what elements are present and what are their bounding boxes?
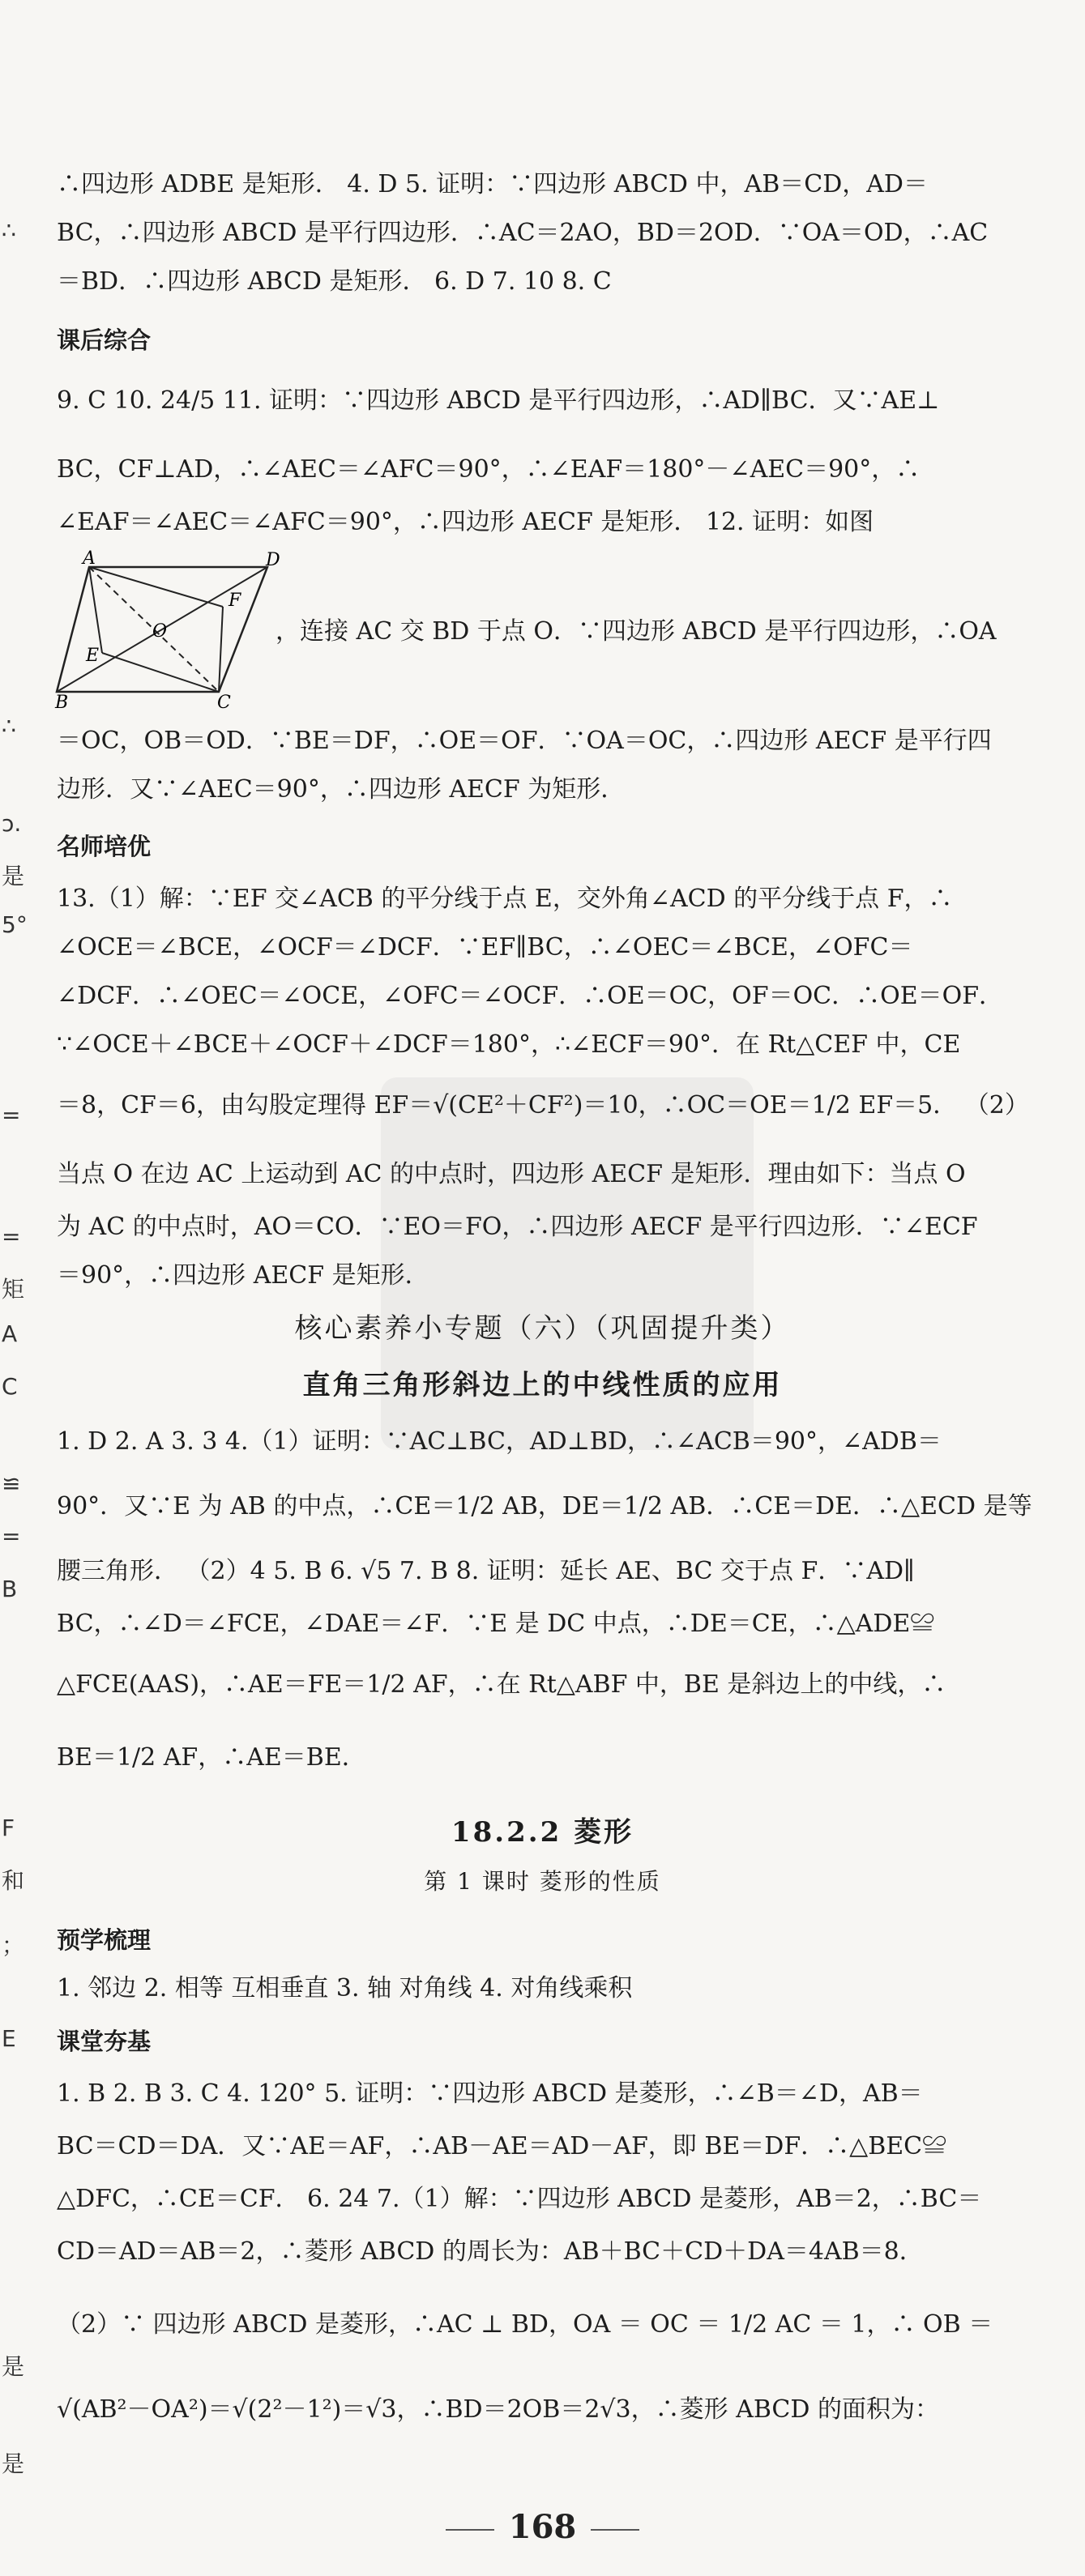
lesson-title: 第 1 课时 菱形的性质 xyxy=(424,1868,661,1895)
answer-line: BC，∴四边形 ABCD 是平行四边形．∴AC＝2AO，BD＝2OD．∵OA＝OD，∴AC xyxy=(57,219,989,247)
answer-line: 9. C 10. 24/5 11. 证明：∵四边形 ABCD 是平行四边形，∴AD∥BC．又∵AE⊥ xyxy=(57,386,940,415)
margin-mark: = xyxy=(2,1102,21,1128)
answer-line: 1. B 2. B 3. C 4. 120° 5. 证明：∵四边形 ABCD 是菱形，∴∠B＝∠D，AB＝ xyxy=(57,2079,923,2108)
heading-famous-teacher: 名师培优 xyxy=(57,833,152,860)
margin-mark: = xyxy=(2,1223,21,1250)
figure-label-b: B xyxy=(55,693,69,713)
answer-line: 边形．又∵∠AEC＝90°，∴四边形 AECF 为矩形． xyxy=(57,775,626,804)
figure-label-f: F xyxy=(229,591,241,611)
margin-mark: 5° xyxy=(2,911,28,938)
parallelogram-figure xyxy=(55,548,284,713)
answer-line: 1. D 2. A 3. 3 4.（1）证明：∵AC⊥BC，AD⊥BD，∴∠ACB＝90°，∠ADB＝ xyxy=(57,1427,942,1456)
margin-mark: ； xyxy=(2,1932,25,1959)
answer-line: 90°．又∵E 为 AB 的中点，∴CE＝1/2 AB，DE＝1/2 AB．∴CE＝DE．∴△ECD 是等 xyxy=(57,1492,1032,1520)
margin-mark: ∴ xyxy=(2,713,16,740)
answer-line: ∴四边形 ADBE 是矩形． 4. D 5. 证明：∵四边形 ABCD 中，AB＝CD，AD＝ xyxy=(57,170,928,198)
answer-line: BC，∴∠D＝∠FCE，∠DAE＝∠F．∵E 是 DC 中点，∴DE＝CE，∴△ADE≌ xyxy=(57,1610,935,1638)
margin-mark: ɔ. xyxy=(2,810,22,837)
answer-line: ∠DCF．∴∠OEC＝∠OCE，∠OFC＝∠OCF．∴OE＝OC，OF＝OC．∴OE＝OF． xyxy=(57,982,1004,1010)
margin-mark: 是 xyxy=(2,2450,25,2477)
answer-line: 当点 O 在边 AC 上运动到 AC 的中点时，四边形 AECF 是矩形．理由如下：当点 O xyxy=(57,1160,966,1188)
margin-mark: 和 xyxy=(2,1867,25,1894)
answer-line: ＝OC，OB＝OD．∵BE＝DF，∴OE＝OF．∵OA＝OC，∴四边形 AECF 是平行四 xyxy=(57,727,992,755)
heading-after-class: 课后综合 xyxy=(57,326,152,354)
answer-line: 13.（1）解：∵EF 交∠ACB 的平分线于点 E，交外角∠ACD 的平分线于点 F，∴ xyxy=(57,885,953,913)
answer-line: ＝8，CF＝6，由勾股定理得 EF＝√(CE²＋CF²)＝10，∴OC＝OE＝1/2 EF＝5． （2） xyxy=(57,1091,1029,1120)
answer-line: BC＝CD＝DA．又∵AE＝AF，∴AB－AE＝AD－AF，即 BE＝DF．∴△BEC≌ xyxy=(57,2132,947,2160)
figure-label-d: D xyxy=(266,550,280,570)
answer-line: ＝BD．∴四边形 ABCD 是矩形． 6. D 7. 10 8. C xyxy=(57,267,612,296)
answer-line: （2）∵ 四边形 ABCD 是菱形，∴AC ⊥ BD，OA ＝ OC ＝ 1/2 AC ＝ 1，∴ OB ＝ xyxy=(57,2310,993,2339)
answer-line: 腰三角形． （2）4 5. B 6. √5 7. B 8. 证明：延长 AE、BC 交于点 F．∵AD∥ xyxy=(57,1557,915,1585)
answer-line: △DFC，∴CE＝CF． 6. 24 7.（1）解：∵四边形 ABCD 是菱形，AB＝2，∴BC＝ xyxy=(57,2185,982,2213)
margin-mark: B xyxy=(2,1576,18,1602)
answer-line: 1. 邻边 2. 相等 互相垂直 3. 轴 对角线 4. 对角线乘积 xyxy=(57,1974,633,2002)
heading-preview: 预学梳理 xyxy=(57,1926,152,1954)
answer-line: △FCE(AAS)，∴AE＝FE＝1/2 AF，∴在 Rt△ABF 中，BE 是斜边上的中线，∴ xyxy=(57,1670,946,1699)
answer-line: ，连接 AC 交 BD 于点 O．∵四边形 ABCD 是平行四边形，∴OA xyxy=(276,617,997,646)
section-title: 18.2.2 菱形 xyxy=(451,1816,634,1849)
answer-line: 为 AC 的中点时，AO＝CO．∵EO＝FO，∴四边形 AECF 是平行四边形．∵∠ECF xyxy=(57,1213,978,1241)
figure-label-o: O xyxy=(152,621,168,642)
topic-title: 核心素养小专题（六）（巩固提升类） xyxy=(294,1312,791,1345)
page-number-right-dash xyxy=(591,2529,639,2531)
answer-line: ＝90°，∴四边形 AECF 是矩形． xyxy=(57,1261,429,1290)
margin-mark: ≌ xyxy=(2,1470,21,1497)
figure-label-e: E xyxy=(86,646,100,666)
answer-line: ∵∠OCE＋∠BCE＋∠OCF＋∠DCF＝180°，∴∠ECF＝90°．在 Rt△CEF 中，CE xyxy=(57,1030,961,1059)
margin-mark: = xyxy=(2,1523,21,1550)
answer-line: √(AB²－OA²)＝√(2²－1²)＝√3，∴BD＝2OB＝2√3，∴菱形 ABCD 的面积为： xyxy=(57,2395,939,2424)
answer-line: ∠OCE＝∠BCE，∠OCF＝∠DCF．∵EF∥BC，∴∠OEC＝∠BCE，∠OFC＝ xyxy=(57,933,913,962)
heading-classroom: 课堂夯基 xyxy=(57,2028,152,2055)
margin-mark: C xyxy=(2,1373,18,1400)
margin-mark: 是 xyxy=(2,863,25,889)
margin-mark: 矩 xyxy=(2,1276,25,1303)
margin-mark: A xyxy=(2,1320,18,1347)
answer-line: ∠EAF＝∠AEC＝∠AFC＝90°，∴四边形 AECF 是矩形． 12. 证明：如图 xyxy=(57,508,874,536)
figure-label-a: A xyxy=(83,548,96,569)
figure-label-c: C xyxy=(217,693,231,713)
page-number-left-dash xyxy=(446,2529,494,2531)
topic-subtitle: 直角三角形斜边上的中线性质的应用 xyxy=(302,1369,783,1401)
answer-line: BC，CF⊥AD，∴∠AEC＝∠AFC＝90°，∴∠EAF＝180°－∠AEC＝90°，∴ xyxy=(57,455,921,484)
margin-mark: E xyxy=(2,2025,16,2052)
answer-line: BE＝1/2 AF，∴AE＝BE． xyxy=(57,1743,366,1772)
margin-mark: ∴ xyxy=(2,217,16,244)
answer-line: CD＝AD＝AB＝2，∴菱形 ABCD 的周长为：AB＋BC＋CD＋DA＝4AB＝8． xyxy=(57,2237,924,2266)
page-number-value: 168 xyxy=(508,2508,577,2546)
margin-mark: 是 xyxy=(2,2353,25,2380)
page-number xyxy=(0,2508,1085,2546)
margin-mark: F xyxy=(2,1815,15,1841)
